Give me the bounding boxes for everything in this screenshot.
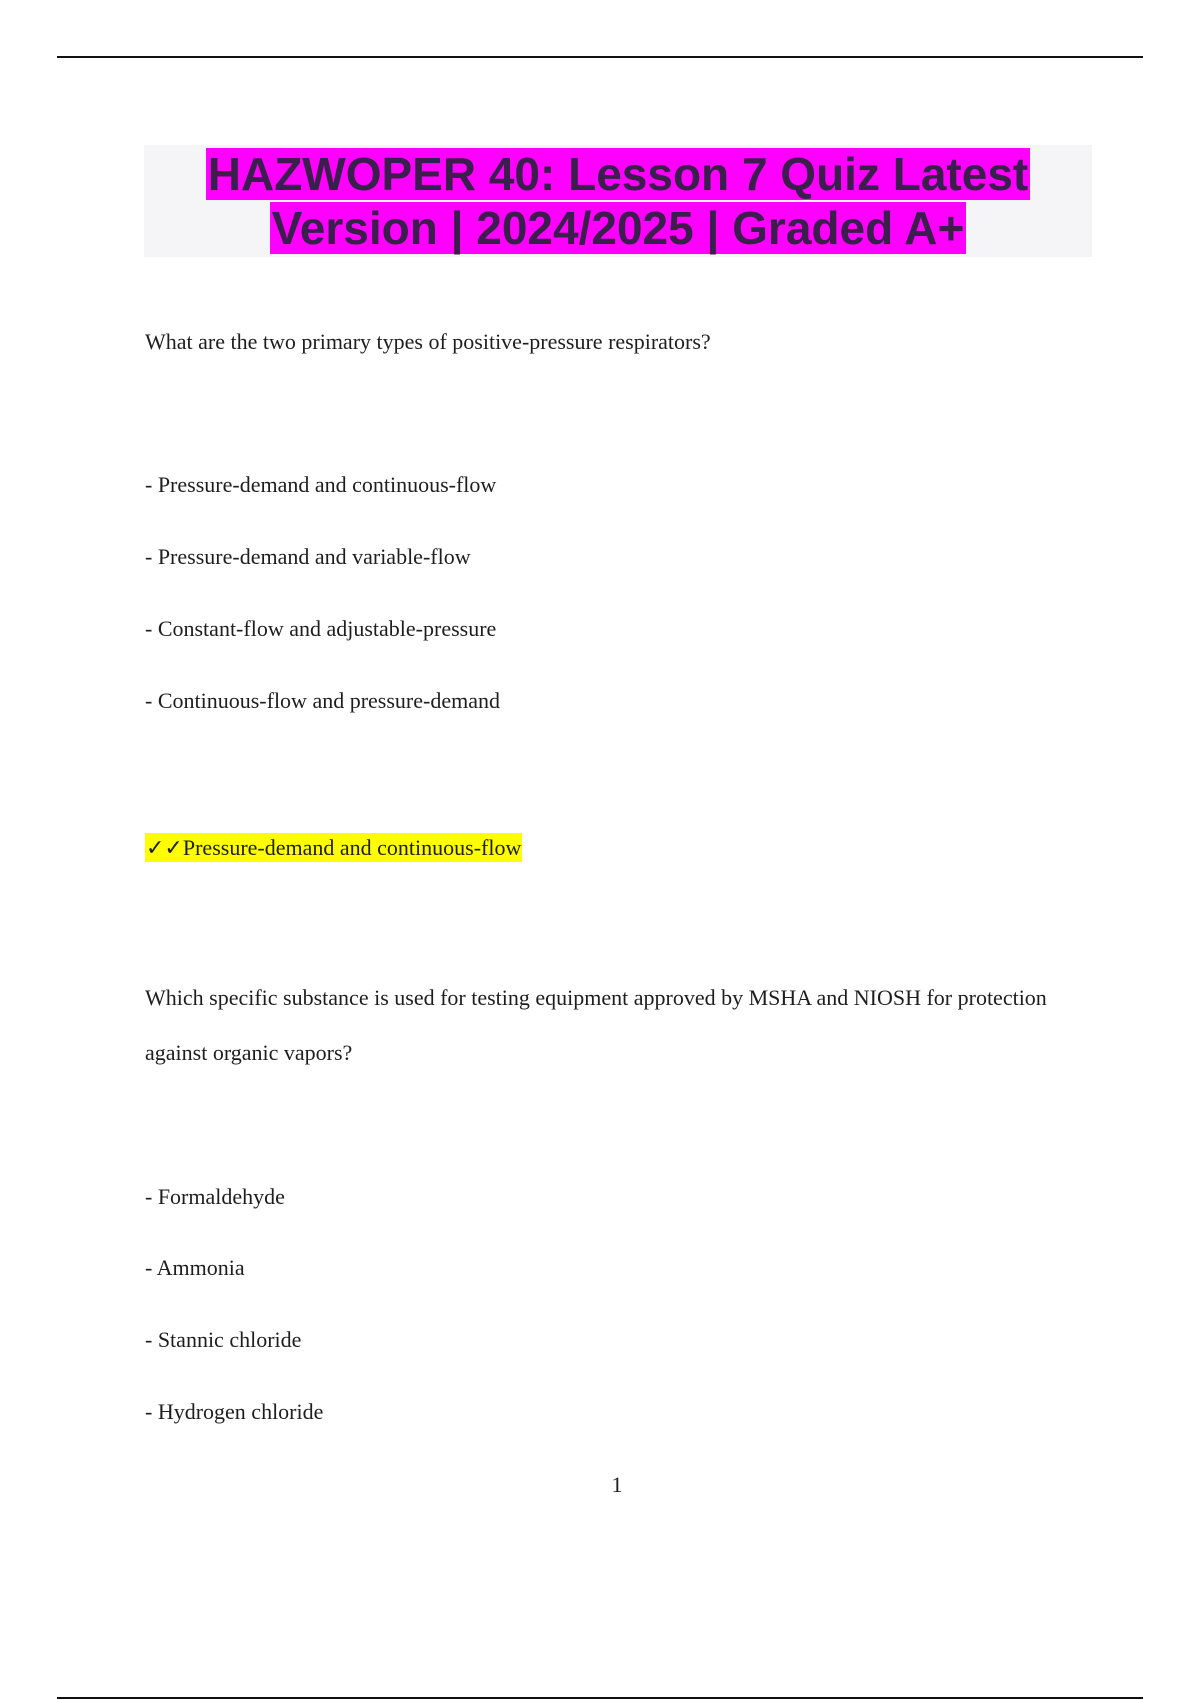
question-1-option-4: - Continuous-flow and pressure-demand [145,688,500,713]
question-2-option-1: - Formaldehyde [145,1184,285,1209]
document-title [178,147,1058,255]
checkmark-icon: ✓✓ [146,836,183,861]
title-banner [144,145,1092,257]
top-rule [57,56,1143,58]
question-1-option-1: - Pressure-demand and continuous-flow [145,472,497,497]
bottom-rule [57,1697,1143,1699]
page-number: 1 [611,1472,623,1497]
question-1-answer [145,835,522,862]
question-2-text: Which specific substance is used for testing equipment approved by MSHA and NIOSH for protection against organic vapors? [145,985,1047,1065]
question-2-option-3: - Stannic chloride [145,1327,302,1352]
question-1-option-3: - Constant-flow and adjustable-pressure [145,616,497,641]
question-1-text: What are the two primary types of positive-pressure respirators? [145,329,711,354]
answer-highlight [145,833,522,862]
question-2-option-4: - Hydrogen chloride [145,1399,324,1424]
question-1-option-2: - Pressure-demand and variable-flow [145,544,471,569]
question-1-answer-text: Pressure-demand and continuous-flow [182,835,522,860]
document-title-text: HAZWOPER 40: Lesson 7 Quiz Latest Version | 2024/2025 | Graded A+ [207,148,1029,254]
question-2-option-2: - Ammonia [145,1255,245,1280]
